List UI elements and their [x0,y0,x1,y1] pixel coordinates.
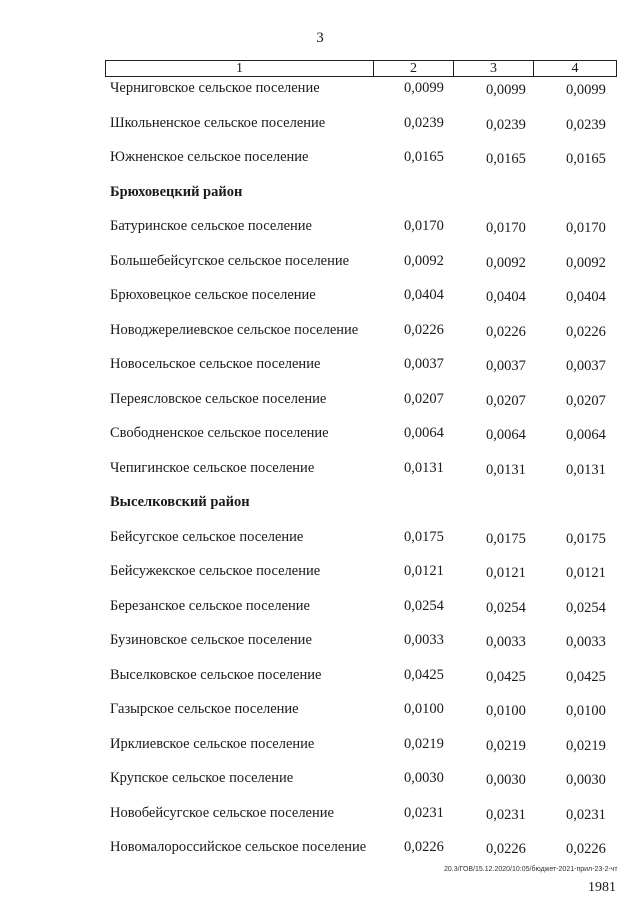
value-col-3: 0,0092 [486,254,526,271]
value-col-4: 0,0131 [566,461,606,478]
value-col-2: 0,0226 [404,321,444,338]
value-col-2: 0,0219 [404,735,444,752]
table-row [0,768,640,803]
value-col-4: 0,0033 [566,634,606,650]
header-col-4: 4 [533,61,616,76]
value-col-4: 0,0165 [566,151,606,167]
value-col-2: 0,0033 [404,632,444,648]
value-col-2: 0,0131 [404,459,444,476]
table-row [0,596,640,631]
value-col-4: 0,0064 [566,427,606,443]
value-col-3: 0,0254 [486,599,526,616]
table-row [0,630,640,665]
value-col-4: 0,0425 [566,668,606,685]
value-col-2: 0,0226 [404,839,444,855]
value-col-3: 0,0219 [486,737,526,754]
value-col-2: 0,0100 [404,701,444,717]
value-col-2: 0,0037 [404,356,444,372]
value-col-2: 0,0030 [404,770,444,786]
settlement-name: Бузиновское сельское поселение [110,632,312,648]
settlement-name: Бейсужекское сельское поселение [110,563,321,579]
settlement-name: Ирклиевское сельское поселение [110,735,315,752]
value-col-3: 0,0231 [486,806,526,823]
value-col-4: 0,0239 [566,116,606,133]
table-row [0,561,640,596]
header-col-2: 2 [373,61,453,76]
value-col-3: 0,0175 [486,530,526,547]
value-col-2: 0,0175 [404,528,444,545]
table-header [105,60,617,77]
value-col-4: 0,0219 [566,737,606,754]
settlement-name: Бейсугское сельское поселение [110,528,304,545]
table-row [0,320,640,355]
value-col-2: 0,0170 [404,218,444,234]
settlement-name: Новосельское сельское поселение [110,356,321,372]
value-col-4: 0,0254 [566,599,606,616]
value-col-3: 0,0100 [486,703,526,719]
settlement-name: Новобейсугское сельское поселение [110,804,334,821]
table-row [0,147,640,182]
table-row [0,699,640,734]
value-col-3: 0,0030 [486,772,526,788]
value-col-2: 0,0207 [404,390,444,407]
table-row [0,78,640,113]
value-col-3: 0,0404 [486,289,526,305]
district-heading-row [0,492,640,527]
value-col-2: 0,0099 [404,80,444,96]
table-row [0,527,640,562]
value-col-4: 0,0170 [566,220,606,236]
settlement-name: Новомалороссийское сельское поселение [110,839,367,855]
value-col-3: 0,0131 [486,461,526,478]
value-col-2: 0,0239 [404,114,444,131]
settlement-name: Большебейсугское сельское поселение [110,252,350,269]
value-col-4: 0,0226 [566,323,606,340]
table-row [0,458,640,493]
settlement-name: Чепигинское сельское поселение [110,459,315,476]
value-col-3: 0,0425 [486,668,526,685]
value-col-3: 0,0099 [486,82,526,98]
table-row [0,389,640,424]
value-col-3: 0,0239 [486,116,526,133]
settlement-name: Школьненское сельское поселение [110,114,326,131]
value-col-2: 0,0254 [404,597,444,614]
value-col-4: 0,0175 [566,530,606,547]
value-col-4: 0,0121 [566,565,606,581]
value-col-4: 0,0226 [566,841,606,857]
value-col-2: 0,0121 [404,563,444,579]
settlement-name: Свободненское сельское поселение [110,425,329,441]
value-col-4: 0,0092 [566,254,606,271]
header-col-1: 1 [236,60,243,76]
value-col-3: 0,0207 [486,392,526,409]
value-col-2: 0,0092 [404,252,444,269]
table-row [0,803,640,838]
document-code: 20.3/ГОВ/15.12.2020/10:05/бюджет-2021-прил-23-2-чт [444,866,618,873]
settlement-name: Выселковское сельское поселение [110,666,322,683]
table-row [0,113,640,148]
table-row [0,665,640,700]
value-col-3: 0,0037 [486,358,526,374]
settlement-name: Брюховецкое сельское поселение [110,287,316,303]
table-row [0,734,640,769]
value-col-4: 0,0404 [566,289,606,305]
value-col-4: 0,0100 [566,703,606,719]
settlement-name: Газырское сельское поселение [110,701,299,717]
value-col-2: 0,0064 [404,425,444,441]
sheet-number: 1981 [588,880,616,895]
value-col-3: 0,0165 [486,151,526,167]
settlement-name: Березанское сельское поселение [110,597,310,614]
value-col-2: 0,0425 [404,666,444,683]
settlement-name: Черниговское сельское поселение [110,80,320,96]
settlement-name: Крупское сельское поселение [110,770,294,786]
district-name: Брюховецкий район [110,183,243,200]
value-col-4: 0,0231 [566,806,606,823]
table-row [0,251,640,286]
value-col-2: 0,0404 [404,287,444,303]
value-col-2: 0,0165 [404,149,444,165]
settlement-name: Южненское сельское поселение [110,149,309,165]
settlement-name: Переясловское сельское поселение [110,390,327,407]
settlement-name: Батуринское сельское поселение [110,218,312,234]
table-row [0,354,640,389]
table-row [0,216,640,251]
table-row [0,423,640,458]
value-col-2: 0,0231 [404,804,444,821]
value-col-4: 0,0030 [566,772,606,788]
district-heading-row [0,182,640,217]
header-col-3: 3 [453,61,533,76]
value-col-4: 0,0207 [566,392,606,409]
page-number: 3 [316,30,324,46]
value-col-3: 0,0226 [486,841,526,857]
district-name: Выселковский район [110,494,250,510]
value-col-4: 0,0037 [566,358,606,374]
table-row [0,285,640,320]
value-col-3: 0,0121 [486,565,526,581]
table-body [0,78,640,872]
settlement-name: Новоджерелиевское сельское поселение [110,321,359,338]
value-col-3: 0,0226 [486,323,526,340]
value-col-3: 0,0064 [486,427,526,443]
value-col-3: 0,0170 [486,220,526,236]
value-col-3: 0,0033 [486,634,526,650]
value-col-4: 0,0099 [566,82,606,98]
